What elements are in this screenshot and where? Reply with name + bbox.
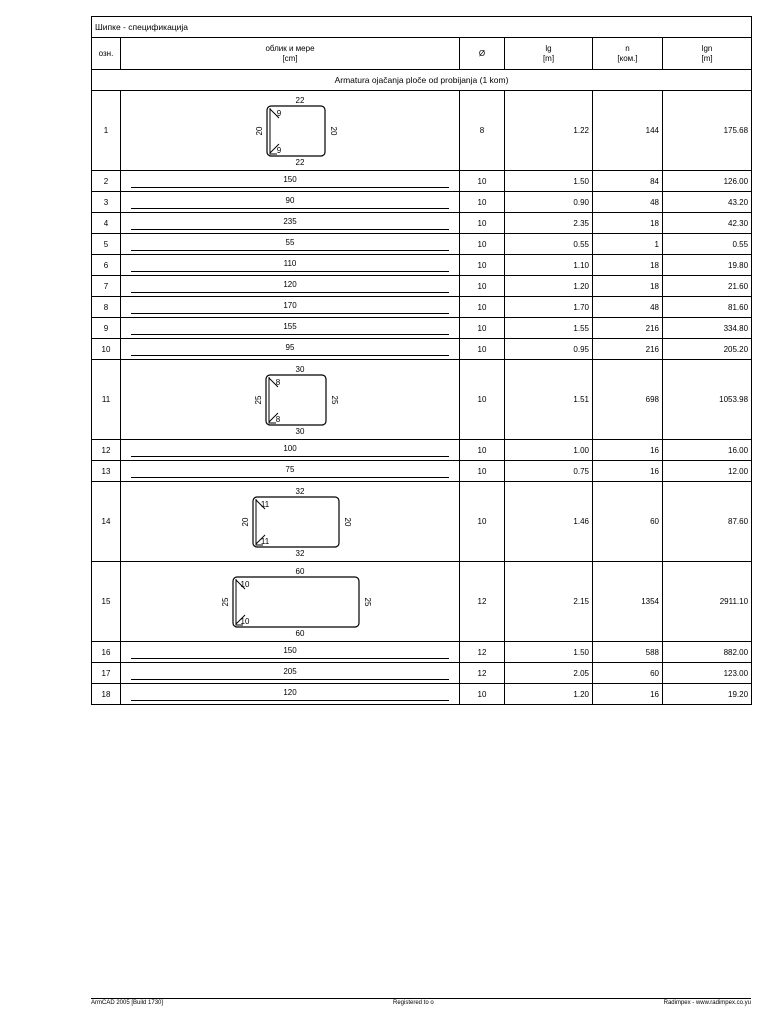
straight-bar-drawing (131, 301, 449, 314)
cell-shape (121, 461, 460, 482)
table-row (92, 663, 752, 684)
cell-lg: 1.00 (505, 440, 593, 461)
cell-mark: 6 (92, 255, 121, 276)
header-mark (92, 38, 121, 70)
table-row (92, 297, 752, 318)
footer-registration: Registered to o (392, 1000, 434, 1006)
header-shape (121, 38, 460, 70)
dim-hook-bottom: 11 (260, 536, 270, 546)
header-lgn (663, 38, 752, 70)
cell-mark: 5 (92, 234, 121, 255)
cell-lgn: 19.20 (663, 684, 752, 705)
straight-bar-drawing (131, 667, 449, 680)
cell-lgn: 0.55 (663, 234, 752, 255)
cell-shape (121, 297, 460, 318)
dim-hook-bottom: 10 (240, 616, 250, 626)
cell-mark: 3 (92, 192, 121, 213)
straight-bar-drawing (131, 280, 449, 293)
dim-left: 20 (255, 126, 264, 135)
cell-diameter: 10 (460, 318, 505, 339)
cell-lgn: 12.00 (663, 461, 752, 482)
bar-specification-table (91, 16, 752, 705)
stirrup-drawing (200, 361, 380, 439)
header-lgn-label: lgn (701, 43, 713, 53)
cell-lgn: 175.68 (663, 91, 752, 171)
cell-mark: 11 (92, 360, 121, 440)
cell-n: 16 (593, 684, 663, 705)
cell-diameter: 10 (460, 213, 505, 234)
cell-shape (121, 171, 460, 192)
cell-n: 588 (593, 642, 663, 663)
header-lg-label: lg (545, 43, 552, 53)
header-lg-unit: [m] (542, 53, 555, 63)
cell-shape (121, 213, 460, 234)
table-row (92, 234, 752, 255)
cell-mark: 1 (92, 91, 121, 171)
bar-length: 150 (283, 645, 297, 655)
page-footer (91, 998, 751, 1006)
cell-n: 16 (593, 461, 663, 482)
dim-left: 25 (254, 395, 263, 404)
header-lg (505, 38, 593, 70)
bar-length: 110 (283, 258, 297, 268)
cell-shape (121, 440, 460, 461)
cell-shape (121, 339, 460, 360)
dim-bottom: 32 (295, 548, 305, 558)
cell-shape (121, 276, 460, 297)
header-row (92, 38, 752, 70)
stirrup-drawing (200, 483, 380, 561)
dim-left: 25 (221, 597, 230, 606)
table-row (92, 684, 752, 705)
straight-bar-drawing (131, 259, 449, 272)
footer-vendor: Radimpex - www.radimpex.co.yu (663, 1000, 751, 1006)
cell-shape (121, 562, 460, 642)
header-n-unit: [ком.] (617, 53, 638, 63)
straight-bar-drawing (131, 322, 449, 335)
cell-shape (121, 663, 460, 684)
table-row (92, 255, 752, 276)
cell-lgn: 16.00 (663, 440, 752, 461)
stirrup-drawing (200, 563, 380, 641)
table-row (92, 360, 752, 440)
cell-shape (121, 360, 460, 440)
header-n (593, 38, 663, 70)
stirrup-drawing (200, 92, 380, 170)
straight-bar-drawing (131, 465, 449, 478)
cell-lgn: 87.60 (663, 482, 752, 562)
table-row (92, 276, 752, 297)
table-row (92, 192, 752, 213)
header-diameter (460, 38, 505, 70)
cell-n: 48 (593, 297, 663, 318)
cell-mark: 9 (92, 318, 121, 339)
bar-length: 75 (285, 464, 295, 474)
bar-length: 95 (285, 342, 295, 352)
cell-n: 1 (593, 234, 663, 255)
cell-mark: 17 (92, 663, 121, 684)
cell-shape (121, 642, 460, 663)
header-mark-label: озн. (98, 48, 114, 58)
straight-bar-drawing (131, 217, 449, 230)
cell-n: 698 (593, 360, 663, 440)
straight-bar-drawing (131, 196, 449, 209)
cell-shape (121, 255, 460, 276)
cell-lg: 2.35 (505, 213, 593, 234)
straight-bar-drawing (131, 688, 449, 701)
table-row (92, 562, 752, 642)
cell-mark: 8 (92, 297, 121, 318)
cell-shape (121, 318, 460, 339)
dim-top: 22 (295, 95, 305, 105)
bar-length: 235 (283, 216, 297, 226)
cell-shape (121, 91, 460, 171)
dim-hook-bottom: 9 (276, 145, 282, 155)
table-row (92, 91, 752, 171)
bar-length: 120 (283, 687, 297, 697)
dim-bottom: 30 (295, 426, 305, 436)
cell-lg: 1.22 (505, 91, 593, 171)
cell-n: 84 (593, 171, 663, 192)
dim-bottom: 22 (295, 157, 305, 167)
cell-diameter: 12 (460, 663, 505, 684)
dim-right: 25 (363, 597, 372, 606)
header-lgn-unit: [m] (701, 53, 713, 63)
cell-mark: 18 (92, 684, 121, 705)
cell-shape (121, 192, 460, 213)
bar-length: 55 (285, 237, 295, 247)
cell-lgn: 81.60 (663, 297, 752, 318)
cell-mark: 2 (92, 171, 121, 192)
cell-mark: 7 (92, 276, 121, 297)
bar-length: 120 (283, 279, 297, 289)
cell-shape (121, 482, 460, 562)
cell-n: 18 (593, 255, 663, 276)
cell-mark: 4 (92, 213, 121, 234)
cell-lg: 2.15 (505, 562, 593, 642)
table-row (92, 461, 752, 482)
cell-diameter: 10 (460, 360, 505, 440)
bar-length: 100 (283, 443, 297, 453)
dim-bottom: 60 (295, 628, 305, 638)
dim-top: 32 (295, 486, 305, 496)
cell-lgn: 21.60 (663, 276, 752, 297)
bar-length: 90 (285, 195, 295, 205)
cell-mark: 12 (92, 440, 121, 461)
dim-hook-top: 9 (276, 108, 282, 118)
stirrup-outline (233, 577, 359, 627)
dim-hook-top: 8 (275, 377, 281, 387)
cell-diameter: 10 (460, 192, 505, 213)
cell-lgn: 205.20 (663, 339, 752, 360)
cell-diameter: 10 (460, 276, 505, 297)
cell-lg: 0.90 (505, 192, 593, 213)
cell-lgn: 2911.10 (663, 562, 752, 642)
cell-lg: 1.46 (505, 482, 593, 562)
bar-length: 150 (283, 174, 297, 184)
cell-lgn: 882.00 (663, 642, 752, 663)
cell-n: 60 (593, 482, 663, 562)
bar-length: 205 (283, 666, 297, 676)
cell-diameter: 10 (460, 461, 505, 482)
cell-lg: 1.10 (505, 255, 593, 276)
dim-right: 20 (329, 126, 338, 135)
table-row (92, 171, 752, 192)
cell-lgn: 123.00 (663, 663, 752, 684)
header-n-label: n (625, 43, 630, 53)
cell-diameter: 8 (460, 91, 505, 171)
cell-n: 18 (593, 213, 663, 234)
dim-top: 60 (295, 566, 305, 576)
cell-lg: 1.50 (505, 171, 593, 192)
header-diameter-label: Ø (478, 48, 486, 58)
cell-n: 48 (593, 192, 663, 213)
dim-hook-bottom: 8 (275, 414, 281, 424)
straight-bar-drawing (131, 343, 449, 356)
cell-lgn: 42.30 (663, 213, 752, 234)
cell-lg: 1.50 (505, 642, 593, 663)
cell-diameter: 10 (460, 255, 505, 276)
table-row (92, 213, 752, 234)
cell-diameter: 10 (460, 440, 505, 461)
cell-lgn: 1053.98 (663, 360, 752, 440)
dim-right: 25 (330, 395, 339, 404)
table-row (92, 642, 752, 663)
cell-lg: 1.70 (505, 297, 593, 318)
cell-diameter: 10 (460, 297, 505, 318)
table-row (92, 339, 752, 360)
cell-mark: 13 (92, 461, 121, 482)
cell-diameter: 10 (460, 234, 505, 255)
cell-lgn: 19.80 (663, 255, 752, 276)
cell-lg: 1.55 (505, 318, 593, 339)
cell-mark: 15 (92, 562, 121, 642)
cell-n: 1354 (593, 562, 663, 642)
table-row (92, 482, 752, 562)
cell-diameter: 12 (460, 642, 505, 663)
straight-bar-drawing (131, 175, 449, 188)
dim-right: 20 (343, 517, 352, 526)
cell-lg: 2.05 (505, 663, 593, 684)
cell-lg: 0.75 (505, 461, 593, 482)
bar-length: 155 (283, 321, 297, 331)
bar-length: 170 (283, 300, 297, 310)
cell-lgn: 126.00 (663, 171, 752, 192)
dim-hook-top: 10 (240, 579, 250, 589)
cell-shape (121, 234, 460, 255)
cell-diameter: 10 (460, 482, 505, 562)
table-row (92, 318, 752, 339)
dim-top: 30 (295, 364, 305, 374)
cell-lgn: 334.80 (663, 318, 752, 339)
section-title: Armatura ojačanja ploče od probijanja (1 kom) (92, 70, 752, 91)
cell-lg: 1.20 (505, 276, 593, 297)
cell-mark: 16 (92, 642, 121, 663)
cell-n: 216 (593, 318, 663, 339)
dim-hook-top: 11 (260, 499, 270, 509)
cell-diameter: 10 (460, 171, 505, 192)
cell-lg: 0.55 (505, 234, 593, 255)
cell-mark: 14 (92, 482, 121, 562)
cell-mark: 10 (92, 339, 121, 360)
straight-bar-drawing (131, 238, 449, 251)
table-title: Шипке - спецификација (92, 17, 752, 38)
cell-shape (121, 684, 460, 705)
cell-diameter: 10 (460, 339, 505, 360)
header-shape-label: облик и мере (265, 43, 315, 53)
footer-software: ArmCAD 2005 [Build 1730] (91, 1000, 164, 1006)
cell-n: 144 (593, 91, 663, 171)
table-row (92, 440, 752, 461)
cell-n: 16 (593, 440, 663, 461)
cell-n: 216 (593, 339, 663, 360)
straight-bar-drawing (131, 444, 449, 457)
cell-lg: 1.51 (505, 360, 593, 440)
cell-n: 60 (593, 663, 663, 684)
dim-left: 20 (241, 517, 250, 526)
cell-lg: 1.20 (505, 684, 593, 705)
cell-lgn: 43.20 (663, 192, 752, 213)
cell-lg: 0.95 (505, 339, 593, 360)
straight-bar-drawing (131, 646, 449, 659)
cell-diameter: 12 (460, 562, 505, 642)
header-shape-unit: [cm] (282, 53, 298, 63)
cell-n: 18 (593, 276, 663, 297)
stirrup-outline (267, 106, 325, 156)
cell-diameter: 10 (460, 684, 505, 705)
